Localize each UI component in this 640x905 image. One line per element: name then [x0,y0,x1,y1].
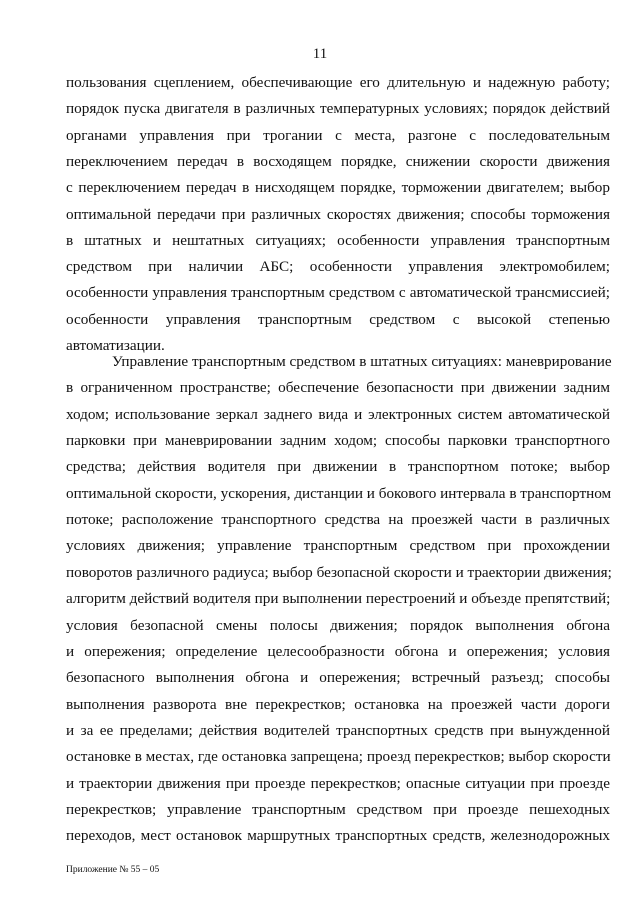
text-line: с переключением передач в нисходящем порядке, торможении двигателем; выбор [66,179,610,197]
text-line: алгоритм действий водителя при выполнении перестроений и объезде препятствий; [66,590,611,608]
text-line: условиях движения; управление транспортным средством при прохождении [66,537,610,555]
text-line: оптимальной скорости, ускорения, дистанции и бокового интервала в транспортном [66,484,612,502]
text-line: в штатных и нештатных ситуациях; особенности управления транспортным [66,231,610,249]
text-line: парковки при маневрировании задним ходом; способы парковки транспортного [66,432,610,450]
text-line: условия безопасной смены полосы движения; порядок выполнения обгона [66,616,610,634]
text-line: выполнения разворота вне перекрестков; остановка на проезжей части дороги [66,695,610,713]
page-footer: Приложение № 55 – 05 [66,865,160,875]
text-line: в ограниченном пространстве; обеспечение безопасности при движении задним [66,379,610,397]
text-line: переключением передач в восходящем порядке, снижении скорости движения [66,152,610,170]
text-line: пользования сцеплением, обеспечивающие его длительную и надежную работу; [66,74,610,91]
text-line: остановке в местах, где остановка запрещена; проезд перекрестков; выбор скорости [66,748,611,766]
text-line: порядок пуска двигателя в различных температурных условиях; порядок действий [66,100,610,118]
text-line: и траектории движения при проезде перекрестков; опасные ситуации при проезде [66,774,610,792]
text-line: органами управления при трогании с места, разгоне с последовательным [66,126,610,144]
text-line: переходов, мест остановок маршрутных транспортных средств, железнодорожных [66,827,610,845]
text-line: безопасного выполнения обгона и опережения; встречный разъезд; способы [66,669,610,687]
paragraph-first-line: Управление транспортным средством в штатных ситуациях: маневрирование [112,353,612,370]
text-line: особенности управления транспортным средством с высокой степенью [66,310,610,328]
text-line: и опережения; определение целесообразности обгона и опережения; условия [66,642,610,660]
text-line: средства; действия водителя при движении в транспортном потоке; выбор [66,458,610,476]
text-line: потоке; расположение транспортного средства на проезжей части в различных [66,511,610,529]
text-line: ходом; использование зеркал заднего вида и электронных систем автоматической [66,405,610,423]
text-line: средством при наличии АБС; особенности управления электромобилем; [66,258,610,276]
text-line: особенности управления транспортным средством с автоматической трансмиссией; [66,284,610,302]
text-line: перекрестков; управление транспортным средством при проезде пешеходных [66,800,610,818]
page-number: 11 [312,46,328,62]
text-line: автоматизации. [66,337,165,354]
text-line: поворотов различного радиуса; выбор безопасной скорости и траектории движения; [66,563,612,581]
text-line: оптимальной передачи при различных скоростях движения; способы торможения [66,205,610,223]
text-line: и за ее пределами; действия водителей транспортных средств при вынужденной [66,721,610,739]
